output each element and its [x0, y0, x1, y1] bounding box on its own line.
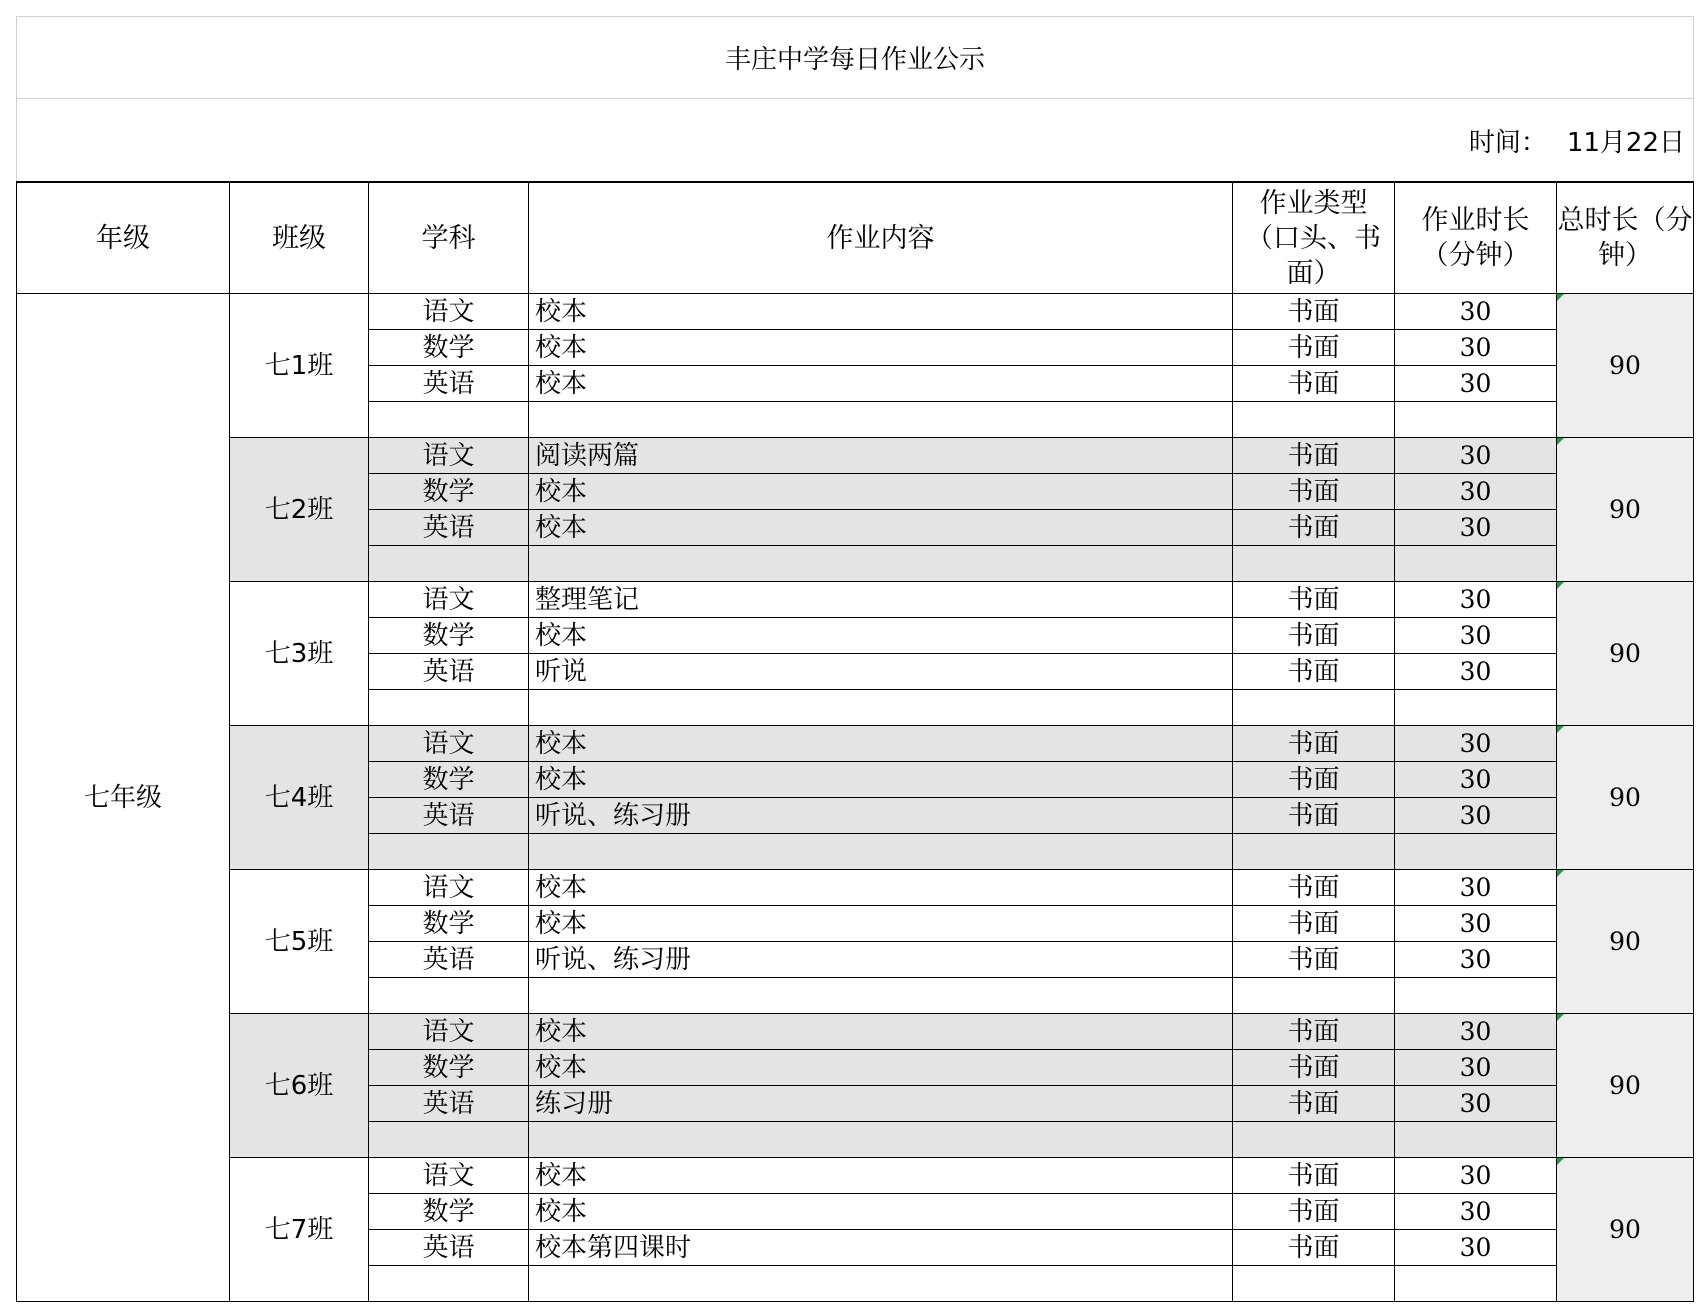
content-cell: 校本 — [529, 474, 1233, 510]
class-name-cell: 七4班 — [230, 726, 369, 870]
minutes-cell: 30 — [1395, 798, 1557, 834]
content-cell: 听说 — [529, 654, 1233, 690]
content-cell: 校本 — [529, 510, 1233, 546]
subject-cell: 英语 — [369, 1230, 529, 1266]
type-cell: 书面 — [1233, 1194, 1395, 1230]
table-row — [17, 1158, 1694, 1194]
empty-cell — [369, 690, 529, 726]
content-cell: 整理笔记 — [529, 582, 1233, 618]
total-minutes-cell — [1557, 726, 1694, 870]
subject-cell: 英语 — [369, 1086, 529, 1122]
class-name-cell: 七6班 — [230, 1014, 369, 1158]
type-cell: 书面 — [1233, 762, 1395, 798]
header-type: 作业类型（口头、书面） — [1233, 182, 1395, 294]
empty-cell — [1395, 978, 1557, 1014]
minutes-cell: 30 — [1395, 438, 1557, 474]
empty-cell — [1395, 402, 1557, 438]
content-cell: 练习册 — [529, 1086, 1233, 1122]
minutes-cell: 30 — [1395, 1194, 1557, 1230]
type-cell: 书面 — [1233, 330, 1395, 366]
page-title: 丰庄中学每日作业公示 — [17, 17, 1694, 99]
empty-cell — [529, 978, 1233, 1014]
minutes-cell: 30 — [1395, 582, 1557, 618]
content-cell: 校本第四课时 — [529, 1230, 1233, 1266]
empty-cell — [529, 834, 1233, 870]
type-cell: 书面 — [1233, 618, 1395, 654]
type-cell: 书面 — [1233, 870, 1395, 906]
subject-cell: 数学 — [369, 762, 529, 798]
subject-cell: 语文 — [369, 870, 529, 906]
table-row — [17, 1014, 1694, 1050]
type-cell: 书面 — [1233, 942, 1395, 978]
empty-cell — [1233, 402, 1395, 438]
type-cell: 书面 — [1233, 726, 1395, 762]
table-row — [17, 726, 1694, 762]
total-minutes-value: 90 — [1609, 1070, 1641, 1100]
empty-cell — [529, 402, 1233, 438]
total-minutes-cell — [1557, 294, 1694, 438]
cell-comment-marker — [1557, 438, 1564, 445]
subject-cell: 数学 — [369, 906, 529, 942]
subject-cell: 英语 — [369, 798, 529, 834]
content-cell: 听说、练习册 — [529, 798, 1233, 834]
cell-comment-marker — [1557, 870, 1564, 877]
subject-cell: 语文 — [369, 1158, 529, 1194]
class-name-cell: 七1班 — [230, 294, 369, 438]
table-row — [17, 582, 1694, 618]
minutes-cell: 30 — [1395, 942, 1557, 978]
total-minutes-cell — [1557, 1014, 1694, 1158]
empty-cell — [529, 690, 1233, 726]
subject-cell: 数学 — [369, 1194, 529, 1230]
subject-cell: 语文 — [369, 582, 529, 618]
date-value: 11月22日 — [1566, 127, 1685, 158]
cell-comment-marker — [1557, 1158, 1564, 1165]
class-name-cell: 七7班 — [230, 1158, 369, 1302]
empty-cell — [1233, 1266, 1395, 1302]
subject-cell: 语文 — [369, 294, 529, 330]
type-cell: 书面 — [1233, 654, 1395, 690]
minutes-cell: 30 — [1395, 1014, 1557, 1050]
type-cell: 书面 — [1233, 906, 1395, 942]
cell-comment-marker — [1557, 1014, 1564, 1021]
empty-cell — [1395, 1266, 1557, 1302]
type-cell: 书面 — [1233, 294, 1395, 330]
header-row — [17, 182, 1694, 294]
content-cell: 校本 — [529, 1014, 1233, 1050]
empty-cell — [1233, 1122, 1395, 1158]
subject-cell: 语文 — [369, 438, 529, 474]
subject-cell: 英语 — [369, 366, 529, 402]
empty-cell — [369, 402, 529, 438]
total-minutes-cell — [1557, 1158, 1694, 1302]
content-cell: 校本 — [529, 618, 1233, 654]
minutes-cell: 30 — [1395, 1158, 1557, 1194]
empty-cell — [1395, 834, 1557, 870]
type-cell: 书面 — [1233, 438, 1395, 474]
subject-cell: 数学 — [369, 330, 529, 366]
empty-cell — [1395, 546, 1557, 582]
total-minutes-cell — [1557, 438, 1694, 582]
content-cell: 听说、练习册 — [529, 942, 1233, 978]
minutes-cell: 30 — [1395, 294, 1557, 330]
content-cell: 校本 — [529, 726, 1233, 762]
empty-cell — [529, 1122, 1233, 1158]
type-cell: 书面 — [1233, 474, 1395, 510]
table-row — [17, 294, 1694, 330]
total-minutes-cell — [1557, 870, 1694, 1014]
type-cell: 书面 — [1233, 1158, 1395, 1194]
cell-comment-marker — [1557, 726, 1564, 733]
subject-cell: 数学 — [369, 474, 529, 510]
subject-cell: 英语 — [369, 942, 529, 978]
header-total: 总时长（分钟） — [1557, 182, 1694, 294]
minutes-cell: 30 — [1395, 654, 1557, 690]
table-row — [17, 870, 1694, 906]
content-cell: 校本 — [529, 1158, 1233, 1194]
minutes-cell: 30 — [1395, 762, 1557, 798]
homework-table — [16, 16, 1694, 1302]
empty-cell — [369, 978, 529, 1014]
empty-cell — [369, 1266, 529, 1302]
empty-cell — [1233, 690, 1395, 726]
subject-cell: 语文 — [369, 726, 529, 762]
header-subject: 学科 — [369, 182, 529, 294]
header-class: 班级 — [230, 182, 369, 294]
empty-cell — [369, 1122, 529, 1158]
total-minutes-value: 90 — [1609, 494, 1641, 524]
minutes-cell: 30 — [1395, 366, 1557, 402]
homework-sheet — [16, 16, 1694, 1302]
empty-cell — [529, 546, 1233, 582]
header-duration: 作业时长（分钟） — [1395, 182, 1557, 294]
subject-cell: 数学 — [369, 1050, 529, 1086]
subject-cell: 语文 — [369, 1014, 529, 1050]
header-grade: 年级 — [17, 182, 230, 294]
type-cell: 书面 — [1233, 798, 1395, 834]
type-cell: 书面 — [1233, 1050, 1395, 1086]
total-minutes-value: 90 — [1609, 782, 1641, 812]
minutes-cell: 30 — [1395, 726, 1557, 762]
total-minutes-value: 90 — [1609, 1214, 1641, 1244]
subject-cell: 英语 — [369, 510, 529, 546]
content-cell: 校本 — [529, 870, 1233, 906]
content-cell: 阅读两篇 — [529, 438, 1233, 474]
minutes-cell: 30 — [1395, 1050, 1557, 1086]
type-cell: 书面 — [1233, 1230, 1395, 1266]
cell-comment-marker — [1557, 582, 1564, 589]
grade-cell: 七年级 — [17, 294, 230, 1302]
empty-cell — [1233, 546, 1395, 582]
class-name-cell: 七2班 — [230, 438, 369, 582]
minutes-cell: 30 — [1395, 474, 1557, 510]
minutes-cell: 30 — [1395, 330, 1557, 366]
content-cell: 校本 — [529, 906, 1233, 942]
empty-cell — [1233, 978, 1395, 1014]
header-content: 作业内容 — [529, 182, 1233, 294]
content-cell: 校本 — [529, 762, 1233, 798]
empty-cell — [1395, 1122, 1557, 1158]
subject-cell: 数学 — [369, 618, 529, 654]
date-line — [17, 99, 1694, 183]
minutes-cell: 30 — [1395, 1230, 1557, 1266]
class-name-cell: 七5班 — [230, 870, 369, 1014]
type-cell: 书面 — [1233, 366, 1395, 402]
minutes-cell: 30 — [1395, 510, 1557, 546]
minutes-cell: 30 — [1395, 1086, 1557, 1122]
class-name-cell: 七3班 — [230, 582, 369, 726]
total-minutes-cell — [1557, 582, 1694, 726]
content-cell: 校本 — [529, 1194, 1233, 1230]
table-row — [17, 438, 1694, 474]
total-minutes-value: 90 — [1609, 350, 1641, 380]
date-label: 时间： — [1468, 127, 1547, 158]
empty-cell — [369, 834, 529, 870]
cell-comment-marker — [1557, 294, 1564, 301]
subject-cell: 英语 — [369, 654, 529, 690]
total-minutes-value: 90 — [1609, 926, 1641, 956]
minutes-cell: 30 — [1395, 906, 1557, 942]
type-cell: 书面 — [1233, 1014, 1395, 1050]
empty-cell — [529, 1266, 1233, 1302]
content-cell: 校本 — [529, 366, 1233, 402]
empty-cell — [369, 546, 529, 582]
content-cell: 校本 — [529, 330, 1233, 366]
content-cell: 校本 — [529, 294, 1233, 330]
empty-cell — [1395, 690, 1557, 726]
type-cell: 书面 — [1233, 510, 1395, 546]
total-minutes-value: 90 — [1609, 638, 1641, 668]
empty-cell — [1233, 834, 1395, 870]
type-cell: 书面 — [1233, 1086, 1395, 1122]
minutes-cell: 30 — [1395, 618, 1557, 654]
content-cell: 校本 — [529, 1050, 1233, 1086]
minutes-cell: 30 — [1395, 870, 1557, 906]
type-cell: 书面 — [1233, 582, 1395, 618]
